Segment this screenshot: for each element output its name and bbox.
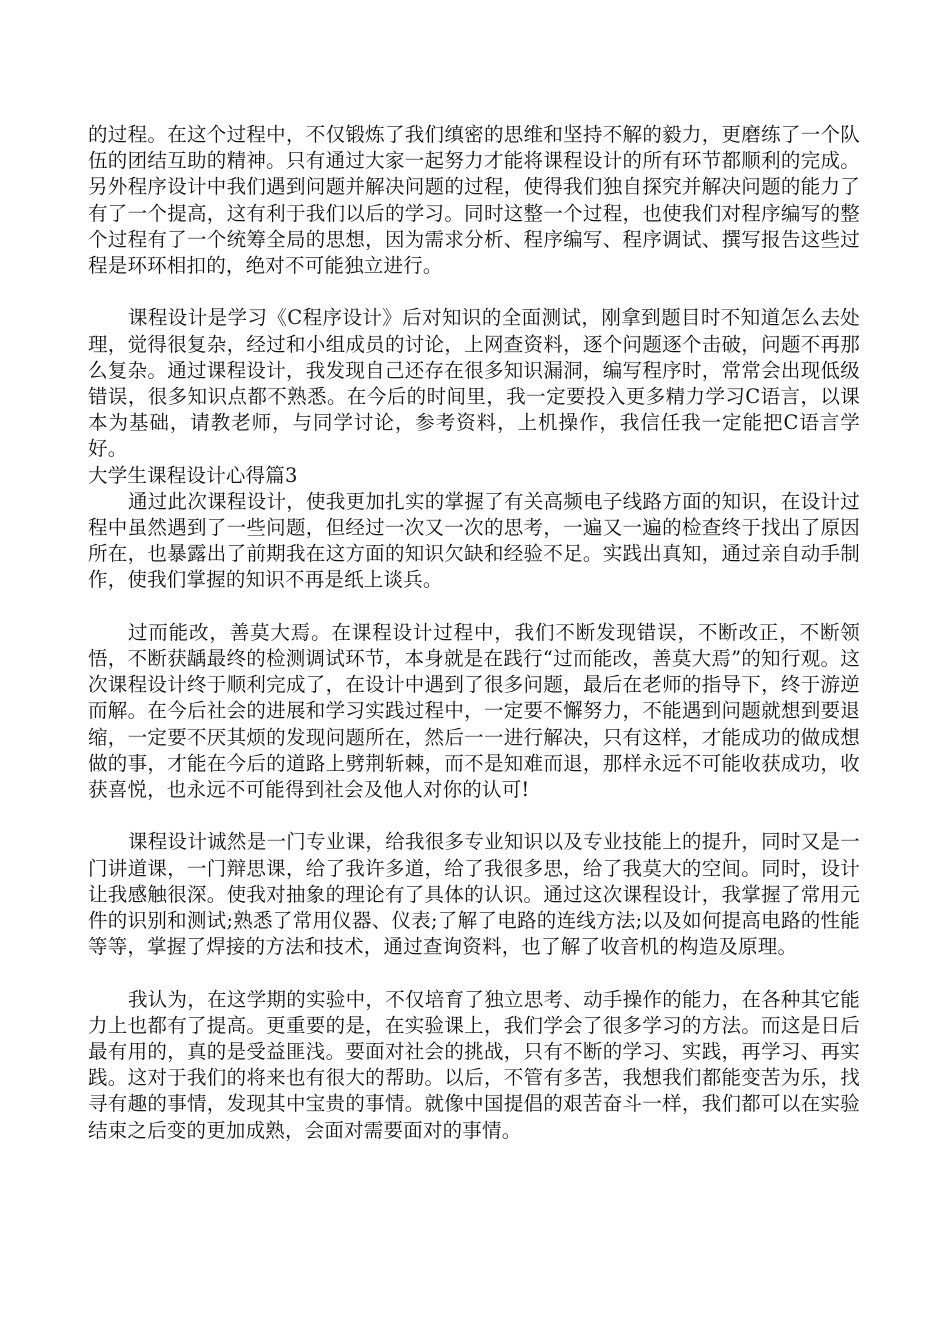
paragraph-continuation: 的过程。在这个过程中，不仅锻炼了我们缜密的思维和坚持不解的毅力，更磨练了一个队伍的团结互助的精神。只有通过大家一起努力才能将课程设计的所有环节都顺利的完成。另外程序设计中我们遇到问题并解决问题的过程，使得我们独自探究并解决问题的能力了有了一个提高，这有利于我们以后的学习。同时这整一个过程，也使我们对程序编写的整个过程有了一个统筹全局的思想，因为需求分析、程序编写、程序调试、撰写报告这些过程是环环相扣的，绝对不可能独立进行。 — [88, 123, 860, 278]
paragraph-c-programming: 课程设计是学习《C程序设计》后对知识的全面测试，刚拿到题目时不知道怎么去处理，觉得很复杂，经过和小组成员的讨论，上网查资料，逐个问题逐个击破，问题不再那么复杂。通过课程设计，我发现自己还存在很多知识漏洞，编写程序时，常常会出现低级错误，很多知识点都不熟悉。在今后的时间里，我一定要投入更多精力学习C语言，以课本为基础，请教老师，与同学讨论，参考资料，上机操作，我信任我一定能把C语言学好。 — [88, 306, 860, 461]
section-heading: 大学生课程设计心得篇3 — [88, 463, 298, 487]
paragraph-hf-circuits: 通过此次课程设计，使我更加扎实的掌握了有关高频电子线路方面的知识，在设计过程中虽然遇到了一些问题，但经过一次又一次的思考，一遍又一遍的检查终于找出了原因所在，也暴露出了前期我在这方面的知识欠缺和经验不足。实践出真知，通过亲自动手制作，使我们掌握的知识不再是纸上谈兵。 — [88, 489, 860, 592]
paragraph-professional-course: 课程设计诚然是一门专业课，给我很多专业知识以及专业技能上的提升，同时又是一门讲道课，一门辩思课，给了我许多道，给了我很多思，给了我莫大的空间。同时，设计让我感触很深。使我对抽象的理论有了具体的认识。通过这次课程设计，我掌握了常用元件的识别和测试;熟悉了常用仪器、仪表;了解了电路的连线方法;以及如何提高电路的性能等等，掌握了焊接的方法和技术，通过查询资料，也了解了收音机的构造及原理。 — [88, 830, 860, 959]
document-body — [88, 122, 860, 1144]
paragraph-correct-mistakes: 过而能改，善莫大焉。在课程设计过程中，我们不断发现错误，不断改正，不断领悟，不断获龋最终的检测调试环节，本身就是在践行“过而能改，善莫大焉”的知行观。这次课程设计终于顺利完成了，在设计中遇到了很多问题，最后在老师的指导下，终于游逆而解。在今后社会的进展和学习实践过程中，一定要不懈努力，不能遇到问题就想到要退缩，一定要不厌其烦的发现问题所在，然后一一进行解决，只有这样，才能成功的做成想做的事，才能在今后的道路上劈荆斩棘，而不是知难而退，那样永远不可能收获成功，收获喜悦，也永远不可能得到社会及他人对你的认可! — [88, 620, 860, 802]
paragraph-experiment-reflection: 我认为，在这学期的实验中，不仅培育了独立思考、动手操作的能力，在各种其它能力上也都有了提高。更重要的是，在实验课上，我们学会了很多学习的方法。而这是日后最有用的，真的是受益匪浅。要面对社会的挑战，只有不断的学习、实践，再学习、再实践。这对于我们的将来也有很大的帮助。以后，不管有多苦，我想我们都能变苦为乐，找寻有趣的事情，发现其中宝贵的事情。就像中国提倡的艰苦奋斗一样，我们都可以在实验结束之后变的更加成熟，会面对需要面对的事情。 — [88, 987, 860, 1142]
